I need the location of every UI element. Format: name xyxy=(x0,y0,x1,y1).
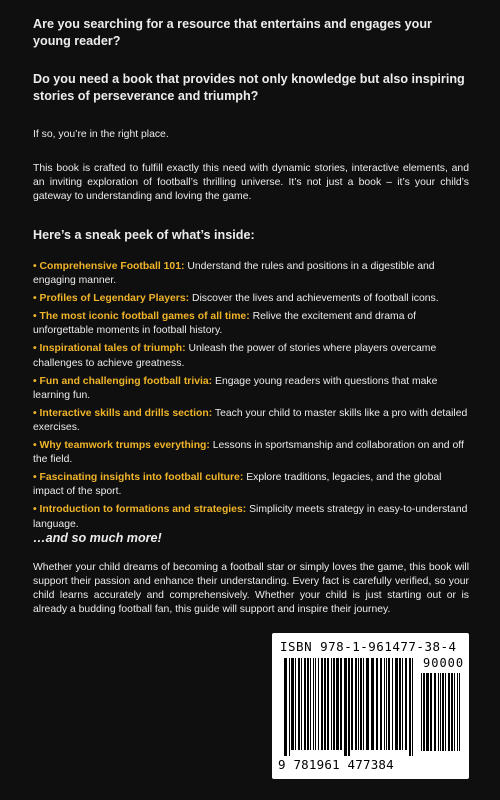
feature-text: Understand the rules and positions in a digestible and engaging manner. xyxy=(33,261,435,287)
barcode-bar xyxy=(301,658,302,750)
intro-question-1: Are you searching for a resource that entertains and engages your young reader? xyxy=(33,17,432,48)
barcode-bar xyxy=(371,658,374,750)
barcode-bar xyxy=(291,658,294,750)
feature-item xyxy=(33,292,469,306)
ean-barcode-bars xyxy=(284,658,416,758)
feature-list xyxy=(33,260,469,536)
barcode-bar xyxy=(351,658,353,750)
barcode-bar xyxy=(445,673,446,751)
feature-title: • Inspirational tales of triumph: xyxy=(33,343,186,355)
barcode-bar xyxy=(434,673,436,751)
barcode-bar xyxy=(386,658,387,750)
barcode-bar xyxy=(409,658,411,756)
feature-text: Teach your child to master skills like a pro with detailed exercises. xyxy=(33,407,468,434)
barcode-bar xyxy=(426,673,429,751)
intro-answer: If so, you’re in the right place. xyxy=(33,129,169,140)
barcode-bar xyxy=(392,658,393,750)
barcode-bar xyxy=(440,673,441,751)
feature-title: • Comprehensive Football 101: xyxy=(33,261,185,272)
sneak-peek-heading: Here’s a sneak peek of what’s inside: xyxy=(33,228,255,242)
barcode-bar xyxy=(454,673,455,751)
feature-item xyxy=(33,342,469,370)
barcode-bar xyxy=(412,658,413,756)
barcode-bar xyxy=(402,658,403,750)
feature-title: • Profiles of Legendary Players: xyxy=(33,293,190,305)
barcode-bar xyxy=(442,673,444,751)
barcode-bar xyxy=(421,673,422,751)
barcode-bar xyxy=(376,658,378,750)
feature-text: Simplicity meets strategy in easy-to-understand language. xyxy=(33,504,468,530)
barcode-bar xyxy=(321,658,323,750)
price-barcode-bars xyxy=(421,673,463,755)
feature-text: Lessons in sportsmanship and collaboration on and off the field. xyxy=(33,440,464,466)
feature-item xyxy=(33,439,469,467)
barcode-bar xyxy=(295,658,296,750)
barcode-bar xyxy=(423,673,425,751)
feature-title: • Introduction to formations and strategies: xyxy=(33,504,247,516)
feature-text: Engage young readers with questions that make learning fun. xyxy=(33,375,438,401)
feature-item xyxy=(33,407,469,435)
barcode-bar xyxy=(344,658,347,756)
isbn-barcode xyxy=(272,633,469,779)
barcode-bar xyxy=(289,658,290,756)
barcode-bar xyxy=(430,673,432,751)
and-more-text: …and so much more! xyxy=(33,531,162,545)
ean-digits: 9 781961 477384 xyxy=(278,757,394,772)
barcode-bar xyxy=(395,658,398,750)
barcode-bar xyxy=(307,658,309,750)
feature-item xyxy=(33,471,469,499)
barcode-bar xyxy=(327,658,329,750)
price-code: 90000 xyxy=(423,656,465,670)
barcode-bar xyxy=(333,658,335,750)
feature-item xyxy=(33,310,469,338)
barcode-bar xyxy=(384,658,385,750)
feature-text: Relive the excitement and drama of unforgettable moments in football history. xyxy=(33,311,417,337)
barcode-bar xyxy=(336,658,339,750)
feature-title: • The most iconic football games of all time: xyxy=(33,311,250,323)
barcode-bar xyxy=(318,658,319,750)
barcode-bar xyxy=(451,673,453,751)
barcode-bar xyxy=(358,658,359,750)
feature-title: • Why teamwork trumps everything: xyxy=(33,440,210,452)
barcode-bar xyxy=(340,658,342,750)
barcode-bar xyxy=(304,658,306,750)
barcode-bar xyxy=(360,658,362,750)
intro-description: This book is crafted to fulfill exactly this need with dynamic stories, interactive elements, and an inviting exploration of football’s thrilling universe. It’s not just a book – it’s your child’s gateway to understanding and loving the game. xyxy=(33,163,469,202)
feature-text: Unleash the power of stories where players overcame challenges to achieve greatness. xyxy=(33,343,437,369)
barcode-bar xyxy=(284,658,287,756)
barcode-bar xyxy=(298,658,300,750)
feature-title: • Fascinating insights into football culture: xyxy=(33,472,244,484)
closing-paragraph: Whether your child dreams of becoming a football star or simply loves the game, this book will support their passion and enhance their understanding. Every fact is carefully verified, so your child learns accurately and comprehensively. Whether your child is just starting out or is already a budding football fan, this guide will support and inspire their journey. xyxy=(33,562,469,615)
barcode-bar xyxy=(348,658,350,756)
feature-text: Discover the lives and achievements of football icons. xyxy=(189,293,439,305)
barcode-bar xyxy=(324,658,326,750)
barcode-bar xyxy=(405,658,407,750)
feature-item xyxy=(33,260,469,288)
barcode-bar xyxy=(366,658,369,750)
isbn-label: ISBN 978-1-961477-38-4 xyxy=(280,639,457,654)
barcode-bar xyxy=(313,658,314,750)
barcode-bar xyxy=(331,658,332,750)
barcode-bar xyxy=(459,673,460,751)
barcode-bar xyxy=(457,673,458,751)
feature-item xyxy=(33,375,469,403)
barcode-bar xyxy=(355,658,357,750)
barcode-bar xyxy=(388,658,390,750)
barcode-bar xyxy=(310,658,311,750)
feature-text: Explore traditions, legacies, and the global impact of the sport. xyxy=(33,472,442,498)
intro-question-2: Do you need a book that provides not only knowledge but also inspiring stories of perseverance and triumph? xyxy=(33,72,465,103)
barcode-bar xyxy=(399,658,401,750)
barcode-bar xyxy=(363,658,364,750)
feature-item xyxy=(33,503,469,531)
feature-title: • Fun and challenging football trivia: xyxy=(33,375,213,387)
barcode-bar xyxy=(438,673,439,751)
barcode-bar xyxy=(380,658,382,750)
barcode-bar xyxy=(315,658,316,750)
barcode-bar xyxy=(448,673,450,751)
feature-title: • Interactive skills and drills section: xyxy=(33,407,213,419)
